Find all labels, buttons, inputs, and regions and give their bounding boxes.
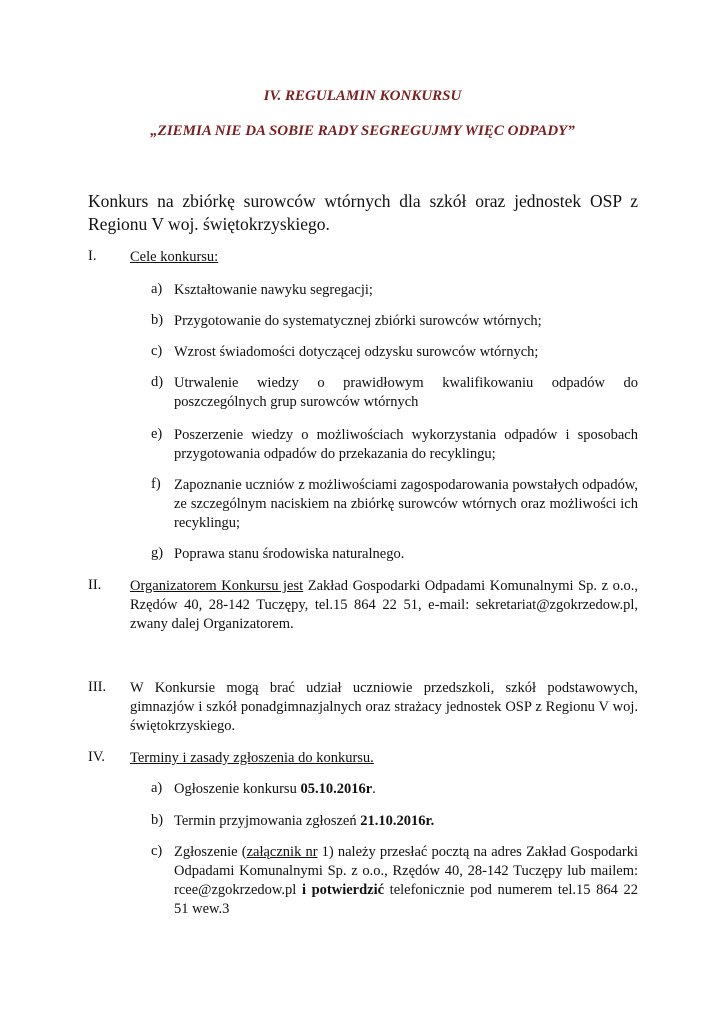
term-b-text bbox=[174, 812, 638, 831]
term-c-text bbox=[174, 843, 638, 919]
goal-e-letter: e) bbox=[151, 426, 163, 442]
term-a-label: Ogłoszenie konkursu bbox=[174, 781, 301, 797]
organizer-label: Organizatorem Konkursu jest bbox=[130, 578, 304, 594]
term-a-date: 05.10.2016r bbox=[300, 781, 373, 797]
goal-c-text: Wzrost świadomości dotyczącej odzysku surowców wtórnych; bbox=[174, 344, 539, 360]
section-3-text: W Konkursie mogą brać udział uczniowie przedszkoli, szkół podstawowych, gimnazjów i szkół ponadgimnazjalnych oraz strażacy jednostek OSP z Regionu V woj. świętokrzyskiego. bbox=[130, 680, 638, 734]
term-a-end: . bbox=[372, 781, 376, 797]
section-4-heading: Terminy i zasady zgłoszenia do konkursu. bbox=[130, 750, 374, 766]
goal-c-letter: c) bbox=[151, 343, 163, 359]
term-b-letter: b) bbox=[151, 812, 164, 828]
goal-f-letter: f) bbox=[151, 476, 161, 492]
goal-b-letter: b) bbox=[151, 312, 164, 328]
goal-e-text: Poszerzenie wiedzy o możliwościach wykorzystania odpadów i sposobach przygotowania odpadów do przekazania do recyklingu; bbox=[174, 427, 638, 462]
organizer-details: Zakład Gospodarki Odpadami Komunalnymi Sp. z o.o., Rzędów 40, 28-142 Tuczępy, tel.15 864 22 51, e-mail: sekretariat@zgokrzedow.pl, zwany dalej Organizatorem. bbox=[130, 578, 638, 632]
term-c-part2: 1) należy przesłać pocztą na adres Zakład Gospodarki Odpadami Komunalnymi Sp. z o.o., Rzędów 40, 28-142 Tuczępy lub mailem: rcee@zgokrzedow.pl bbox=[174, 844, 638, 898]
term-a-letter: a) bbox=[151, 780, 163, 796]
goal-d-letter: d) bbox=[151, 374, 164, 390]
goal-f-text: Zapoznanie uczniów z możliwościami zagospodarowania powstałych odpadów, ze szczególnym naciskiem na zbiórkę surowców wtórnych oraz możliwości ich recyklingu; bbox=[174, 477, 638, 531]
term-c-part1: Zgłoszenie ( bbox=[174, 844, 247, 860]
section-1-heading: Cele konkursu: bbox=[130, 249, 219, 265]
contest-name: „ZIEMIA NIE DA SOBIE RADY SEGREGUJMY WIĘC ODPADY” bbox=[150, 123, 575, 139]
attachment-reference: załącznik nr bbox=[246, 844, 318, 860]
goal-a-text: Kształtowanie nawyku segregacji; bbox=[174, 282, 373, 298]
section-2-text bbox=[130, 577, 638, 634]
goal-a-letter: a) bbox=[151, 281, 163, 297]
section-4-number: IV. bbox=[88, 749, 106, 765]
term-a-text bbox=[174, 780, 638, 799]
goal-g-letter: g) bbox=[151, 545, 164, 561]
intro-paragraph: Konkurs na zbiórkę surowców wtórnych dla szkół oraz jednostek OSP z Regionu V woj. świętokrzyskiego. bbox=[88, 191, 638, 234]
goal-g-text: Poprawa stanu środowiska naturalnego. bbox=[174, 546, 405, 562]
section-1-number: I. bbox=[88, 248, 97, 264]
section-3-number: III. bbox=[88, 679, 107, 695]
term-b-date: 21.10.2016r. bbox=[360, 813, 435, 829]
section-2-number: II. bbox=[88, 577, 102, 593]
term-b-label: Termin przyjmowania zgłoszeń bbox=[174, 813, 361, 829]
document-title: IV. REGULAMIN KONKURSU bbox=[263, 88, 462, 104]
term-c-confirm: i potwierdzić bbox=[301, 882, 385, 898]
term-c-part3: telefonicznie pod numerem tel.15 864 22 51 wew.3 bbox=[174, 882, 639, 917]
goal-d-text: Utrwalenie wiedzy o prawidłowym kwalifikowaniu odpadów do poszczególnych grup surowców wtórnych bbox=[174, 375, 638, 410]
term-c-letter: c) bbox=[151, 843, 163, 859]
goal-b-text: Przygotowanie do systematycznej zbiórki surowców wtórnych; bbox=[174, 313, 542, 329]
